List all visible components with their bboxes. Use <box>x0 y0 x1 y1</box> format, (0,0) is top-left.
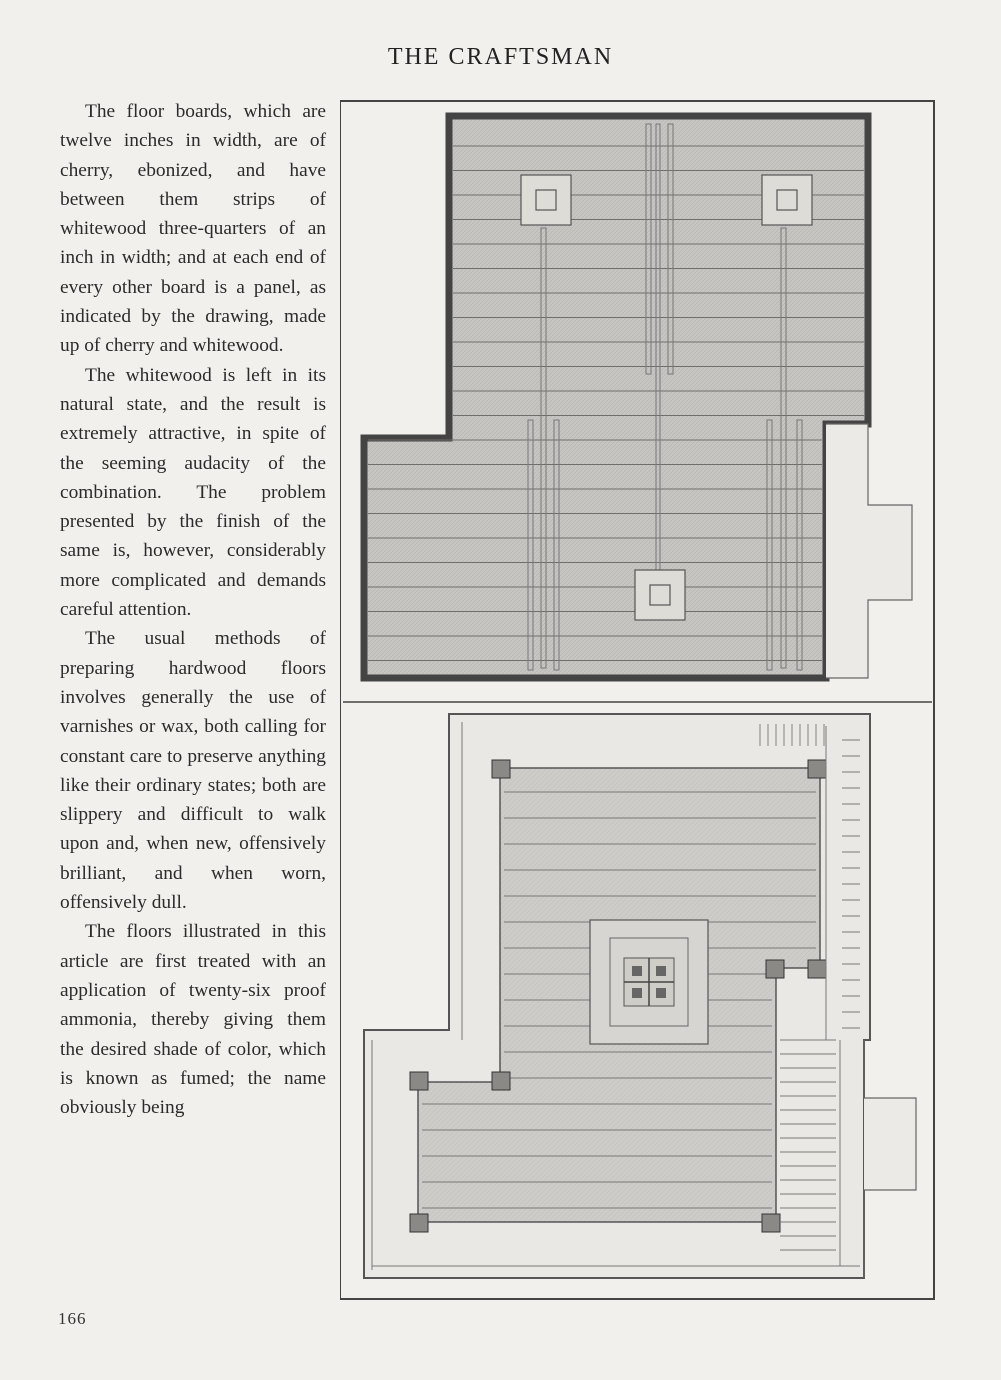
paragraph-4: The floors illustrated in this article are first treated with an application of twenty-six proof ammonia, thereby giving them the desired shade of color, which is known as fumed; the name obviously being <box>60 921 326 1119</box>
paragraph-2: The whitewood is left in its natural state, and the result is extremely attractive, in spite of the seeming audacity of the combination. The problem presented by the finish of the same is, however, considerably more complicated and demands careful attention. <box>60 364 326 621</box>
floor-plan-top <box>364 116 912 678</box>
page-title: THE CRAFTSMAN <box>387 44 614 70</box>
floor-plan-bottom-centre-panel <box>590 920 708 1044</box>
floor-plan-top-bay <box>826 424 912 678</box>
paragraph-3: The usual methods of preparing hardwood floors involves generally the use of varnishes or wax, both calling for constant care to preserve anything like their ordinary states; both are slippery and difficult to walk upon and, when new, offensively brilliant, and when worn, offensively dull. <box>60 628 326 914</box>
paragraph-1: The floor boards, which are twelve inches in width, are of cherry, ebonized, and have between them strips of whitewood three-quarters of an inch in width; and at each end of every other board is a panel, as indicated by the drawing, made up of cherry and whitewood. <box>60 101 326 357</box>
page-number: 166 <box>58 1309 87 1328</box>
floor-plan-bottom <box>364 714 916 1278</box>
floor-plan-bottom-bay <box>864 1040 916 1278</box>
